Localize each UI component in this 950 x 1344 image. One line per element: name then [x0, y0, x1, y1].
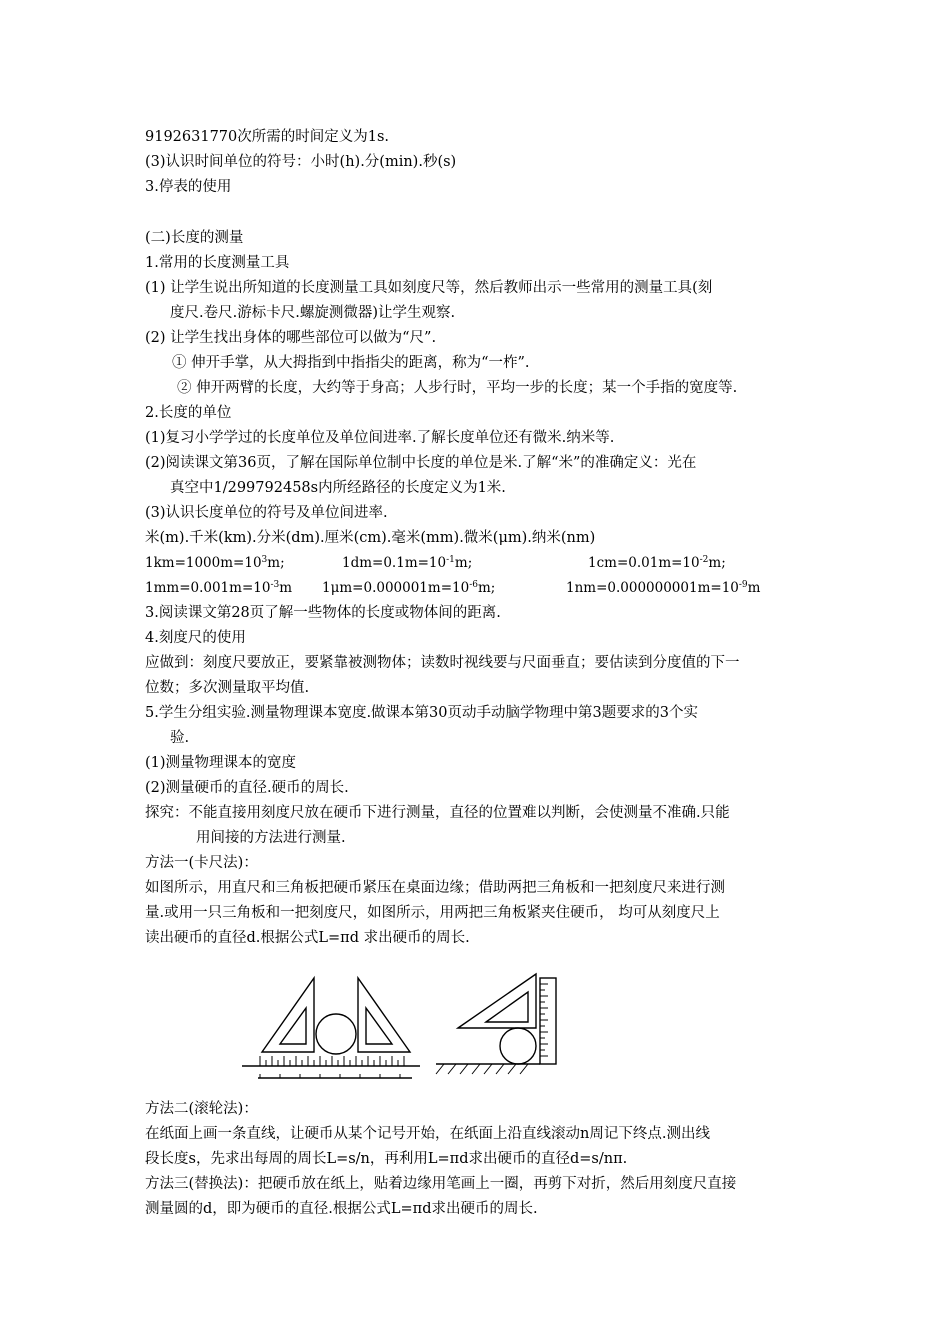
- coin-measurement-figure: [240, 970, 570, 1082]
- text-line: (2)阅读课文第36页，了解在国际单位制中长度的单位是米.了解“米”的准确定义：光在: [145, 455, 697, 471]
- text-line: (2) 让学生找出身体的哪些部位可以做为“尺”.: [145, 330, 437, 346]
- text-line: 5.学生分组实验.测量物理课本宽度.做课本第30页动手动脑学物理中第3题要求的3个实: [145, 705, 698, 721]
- formula: $1nm=0.000000001m=10^{-9}m$: [566, 580, 761, 596]
- formula: $1dm=0.1m=10^{-1}m$;: [342, 555, 473, 571]
- text-line: (1)复习小学学过的长度单位及单位间进率.了解长度单位还有微米.纳米等.: [145, 430, 615, 446]
- text-line: 段长度s，先求出每周的周长L=s/n，再利用L=πd求出硬币的直径d=s/nπ.: [145, 1151, 628, 1167]
- text-line: 方法一(卡尺法)：: [145, 855, 258, 871]
- text-line: 米(m).千米(km).分米(dm).厘米(cm).毫米(mm).微米(μm).纳米(nm): [145, 530, 596, 546]
- text-line: 如图所示，用直尺和三角板把硬币紧压在桌面边缘；借助两把三角板和一把刻度尺来进行测: [145, 880, 725, 896]
- text-line: 在纸面上画一条直线，让硬币从某个记号开始，在纸面上沿直线滚动n周记下终点.测出线: [145, 1126, 710, 1142]
- text-line: 方法二(滚轮法)：: [145, 1101, 258, 1117]
- formula: $1km=1000m=10^3m$;: [145, 555, 285, 571]
- text-line: 9192631770次所需的时间定义为1s.: [145, 129, 390, 145]
- text-line: ① 伸开手掌，从大拇指到中指指尖的距离，称为“一柞”.: [172, 355, 530, 371]
- text-line: 方法三(替换法)：把硬币放在纸上，贴着边缘用笔画上一圈，再剪下对折，然后用刻度尺直接: [145, 1176, 737, 1192]
- text-line: 3.阅读课文第28页了解一些物体的长度或物体间的距离.: [145, 605, 501, 621]
- text-line: (3)认识时间单位的符号：小时(h).分(min).秒(s): [145, 154, 457, 170]
- section-heading: (二)长度的测量: [145, 230, 244, 246]
- text-line: 位数；多次测量取平均值.: [145, 680, 310, 696]
- text-line: 度尺.卷尺.游标卡尺.螺旋测微器)让学生观察.: [170, 305, 456, 321]
- text-line: (3)认识长度单位的符号及单位间进率.: [145, 505, 388, 521]
- text-line: 读出硬币的直径d.根据公式L=πd 求出硬币的周长.: [145, 930, 470, 946]
- text-line: (1) 让学生说出所知道的长度测量工具如刻度尺等，然后教师出示一些常用的测量工具(刻: [145, 280, 713, 296]
- text-line: (2)测量硬币的直径.硬币的周长.: [145, 780, 349, 796]
- formula: $1\mu m=0.000001m=10^{-6}m$;: [322, 580, 496, 596]
- text-line: 验.: [170, 730, 190, 746]
- formula: $1cm=0.01m=10^{-2}m$;: [588, 555, 726, 571]
- text-line: 用间接的方法进行测量.: [196, 830, 346, 846]
- text-line: 2.长度的单位: [145, 405, 232, 421]
- text-line: 3.停表的使用: [145, 179, 232, 195]
- text-line: 探究：不能直接用刻度尺放在硬币下进行测量，直径的位置难以判断，会使测量不准确.只能: [145, 805, 730, 821]
- text-line: 4.刻度尺的使用: [145, 630, 246, 646]
- text-line: 1.常用的长度测量工具: [145, 255, 290, 271]
- text-line: 量.或用一只三角板和一把刻度尺，如图所示，用两把三角板紧夹住硬币， 均可从刻度尺上: [145, 905, 720, 921]
- text-line: ② 伸开两臂的长度，大约等于身高；人步行时，平均一步的长度；某一个手指的宽度等.: [177, 380, 738, 396]
- text-line: (1)测量物理课本的宽度: [145, 755, 297, 771]
- formula: $1mm=0.001m=10^{-3}m$: [145, 580, 293, 596]
- text-line: 真空中1/299792458s内所经路径的长度定义为1米.: [170, 480, 506, 496]
- text-line: 测量圆的d，即为硬币的直径.根据公式L=πd求出硬币的周长.: [145, 1201, 538, 1217]
- text-line: 应做到：刻度尺要放正，要紧靠被测物体；读数时视线要与尺面垂直；要估读到分度值的下一: [145, 655, 740, 671]
